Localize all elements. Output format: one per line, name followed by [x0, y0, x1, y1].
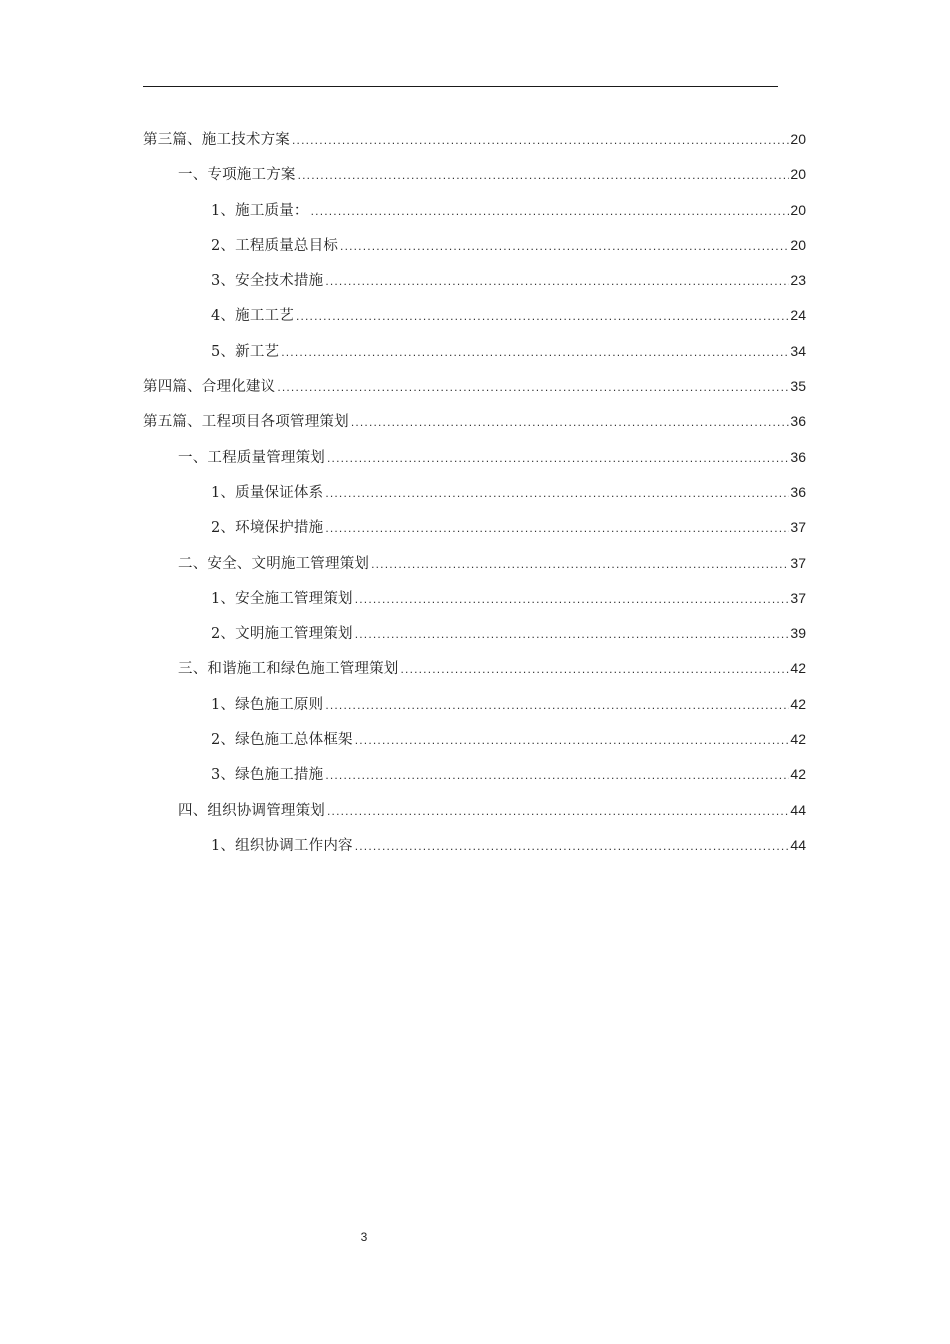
toc-entry-title: 1、施工质量： [211, 202, 309, 219]
toc-leader-dots [325, 758, 789, 793]
toc-leader-dots [281, 335, 789, 370]
toc-entry[interactable] [143, 263, 806, 298]
toc-entry-page: 36 [790, 413, 806, 430]
toc-entry-page: 42 [790, 660, 806, 677]
toc-entry-page: 36 [790, 448, 806, 465]
toc-entry[interactable] [143, 475, 806, 510]
toc-entry-title: 1、质量保证体系 [211, 484, 324, 501]
toc-leader-dots [351, 405, 790, 440]
toc-leader-dots [325, 511, 789, 546]
toc-entry[interactable] [143, 369, 806, 404]
toc-entry[interactable] [143, 228, 806, 263]
toc-entry-page: 20 [790, 201, 806, 218]
table-of-contents [143, 122, 806, 863]
toc-entry-title: 2、文明施工管理策划 [211, 626, 353, 643]
toc-entry-title: 1、安全施工管理策划 [211, 590, 353, 607]
toc-entry[interactable] [143, 546, 806, 581]
toc-entry[interactable] [143, 510, 806, 545]
toc-entry-page: 23 [790, 272, 806, 289]
toc-leader-dots [355, 582, 790, 617]
page-number: 3 [360, 1230, 368, 1244]
toc-leader-dots [296, 299, 789, 334]
toc-entry-title: 2、工程质量总目标 [211, 237, 339, 254]
toc-leader-dots [340, 229, 789, 264]
toc-leader-dots [298, 158, 790, 193]
toc-entry-title: 一、专项施工方案 [178, 167, 296, 184]
toc-entry-title: 1、组织协调工作内容 [211, 837, 353, 854]
toc-entry-page: 20 [790, 236, 806, 253]
toc-entry-page: 39 [790, 625, 806, 642]
toc-entry-page: 34 [790, 342, 806, 359]
toc-entry-title: 1、绿色施工原则 [211, 696, 324, 713]
toc-leader-dots [401, 652, 790, 687]
toc-entry-page: 44 [790, 836, 806, 853]
toc-entry[interactable] [143, 687, 806, 722]
toc-leader-dots [311, 194, 790, 229]
toc-entry-title: 第五篇、工程项目各项管理策划 [143, 414, 349, 431]
toc-leader-dots [355, 617, 790, 652]
toc-entry-title: 第三篇、施工技术方案 [143, 132, 290, 148]
toc-entry-page: 37 [790, 519, 806, 536]
toc-entry-page: 44 [790, 801, 806, 818]
toc-entry-title: 3、绿色施工措施 [211, 767, 324, 784]
toc-entry[interactable] [143, 404, 806, 439]
toc-entry-page: 37 [790, 554, 806, 571]
toc-leader-dots [325, 264, 789, 299]
toc-entry-page: 37 [790, 589, 806, 606]
toc-entry-title: 第四篇、合理化建议 [143, 379, 276, 396]
toc-entry-title: 4、施工工艺 [211, 308, 294, 325]
toc-entry[interactable] [143, 157, 806, 192]
toc-entry[interactable] [143, 616, 806, 651]
toc-entry-page: 20 [790, 131, 806, 147]
toc-entry[interactable] [143, 193, 806, 228]
toc-leader-dots [325, 476, 789, 511]
toc-entry[interactable] [143, 757, 806, 792]
toc-entry-page: 36 [790, 483, 806, 500]
toc-leader-dots [327, 794, 789, 829]
toc-entry[interactable] [143, 298, 806, 333]
toc-entry-page: 20 [790, 166, 806, 183]
toc-entry-title: 三、和谐施工和绿色施工管理策划 [178, 661, 399, 678]
toc-entry-page: 42 [790, 766, 806, 783]
toc-entry-title: 2、环境保护措施 [211, 520, 324, 537]
toc-entry[interactable] [143, 651, 806, 686]
toc-entry[interactable] [143, 828, 806, 863]
toc-entry[interactable] [143, 122, 806, 157]
toc-leader-dots [371, 547, 789, 582]
toc-entry-page: 24 [790, 307, 806, 324]
toc-leader-dots [355, 829, 790, 864]
toc-entry[interactable] [143, 440, 806, 475]
toc-entry-title: 一、工程质量管理策划 [178, 449, 325, 466]
toc-leader-dots [277, 370, 789, 405]
toc-leader-dots [327, 441, 789, 476]
toc-entry[interactable] [143, 793, 806, 828]
toc-leader-dots [355, 723, 790, 758]
toc-leader-dots [325, 688, 789, 723]
toc-entry-title: 3、安全技术措施 [211, 273, 324, 290]
toc-entry-title: 二、安全、文明施工管理策划 [178, 555, 370, 572]
toc-entry[interactable] [143, 581, 806, 616]
toc-entry[interactable] [143, 722, 806, 757]
toc-entry-page: 35 [790, 378, 806, 395]
toc-entry-title: 5、新工艺 [211, 343, 280, 360]
toc-entry-page: 42 [790, 731, 806, 748]
toc-entry-page: 42 [790, 695, 806, 712]
header-rule [143, 86, 778, 87]
toc-entry-title: 四、组织协调管理策划 [178, 802, 325, 819]
toc-leader-dots [292, 123, 789, 158]
toc-entry-title: 2、绿色施工总体框架 [211, 732, 353, 749]
toc-entry[interactable] [143, 334, 806, 369]
